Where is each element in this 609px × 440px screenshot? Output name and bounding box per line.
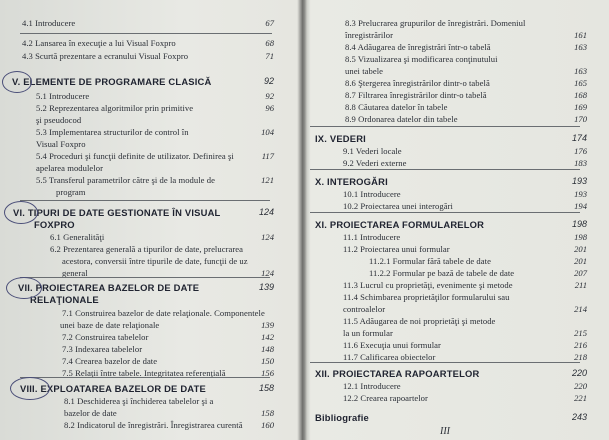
toc-page-number: 176 (574, 146, 587, 156)
toc-entry: 8.7 Filtrarea înregistrărilor dintr-o tabelă (345, 90, 487, 100)
toc-page-number: 198 (574, 232, 587, 242)
toc-page-number: 104 (261, 127, 274, 137)
toc-entry: 11.4 Schimbarea proprietăţilor formularului sau (343, 292, 510, 302)
toc-page-number: 194 (574, 201, 587, 211)
toc-entry: unei tabele (345, 66, 384, 76)
toc-page-number: 92 (263, 76, 274, 86)
underline (20, 277, 270, 278)
toc-entry: 12.2 Crearea rapoartelor (343, 393, 428, 403)
toc-entry: 7.4 Crearea bazelor de date (62, 356, 158, 366)
toc-entry: 4.2 Lansarea în execuţie a lui Visual Foxpro (22, 38, 176, 48)
chapter-circle (2, 71, 32, 93)
toc-page-number: 158 (261, 408, 274, 418)
left-page (0, 0, 301, 440)
toc-page-number: 148 (261, 344, 274, 354)
toc-page-number: 124 (258, 207, 274, 217)
toc-entry: 11.7 Calificarea obiectelor (343, 352, 436, 362)
toc-page-number: 216 (574, 340, 587, 350)
toc-page-number: 124 (261, 232, 274, 242)
toc-entry: 10.1 Introducere (343, 189, 401, 199)
toc-entry: 9.1 Vederi locale (343, 146, 402, 156)
toc-entry: unei baze de date relaţionale (60, 320, 160, 330)
toc-entry: 4.3 Scurtă prezentare a ecranului Visual Foxpro (22, 51, 189, 61)
toc-entry: 8.9 Ordonarea datelor din tabele (345, 114, 458, 124)
toc-page-number: 139 (258, 282, 274, 292)
toc-entry: 8.6 Ştergerea înregistrărilor dintr-o tabelă (345, 78, 490, 88)
toc-page-number: 163 (574, 66, 587, 76)
toc-page-number: 124 (261, 268, 274, 278)
page-number: III (440, 426, 450, 437)
toc-entry: 5.2 Reprezentarea algoritmilor prin primitive (36, 103, 194, 113)
toc-entry: 9.2 Vederi externe (343, 158, 407, 168)
toc-entry: bazelor de date (64, 408, 117, 418)
toc-page-number: 220 (571, 368, 587, 378)
toc-entry: 8.8 Căutarea datelor în tabele (345, 102, 448, 112)
toc-entry: 8.1 Deschiderea şi închiderea tabelelor şi a (64, 396, 214, 406)
toc-page-number: 139 (261, 320, 274, 330)
toc-entry: 5.1 Introducere (36, 91, 90, 101)
toc-page-number: 150 (261, 356, 274, 366)
toc-chapter-title: XII. PROIECTAREA RAPOARTELOR (315, 368, 480, 379)
toc-chapter-title: V. ELEMENTE DE PROGRAMARE CLASICĂ (12, 76, 212, 87)
toc-page-number: 161 (574, 30, 587, 40)
toc-page-number: 207 (574, 268, 587, 278)
toc-entry: 11.5 Adăugarea de noi proprietăţi şi metode (343, 316, 496, 326)
toc-entry: 8.5 Vizualizarea şi modificarea conţinutului (345, 54, 498, 64)
toc-page-number: 121 (261, 175, 274, 185)
right-page (303, 0, 609, 440)
toc-page-number: 169 (574, 102, 587, 112)
toc-entry: 5.5 Transferul parametrilor către şi de la module de (36, 175, 215, 185)
toc-page-number: 174 (571, 133, 587, 143)
toc-page-number: 201 (574, 244, 587, 254)
toc-entry: 5.4 Proceduri şi funcţii definite de utilizator. Definirea şi (36, 151, 234, 161)
toc-page-number: 220 (574, 381, 587, 391)
toc-entry: 7.3 Indexarea tabelelor (62, 344, 143, 354)
toc-page-number: 160 (261, 420, 274, 430)
toc-page-number: 156 (261, 368, 274, 378)
chapter-circle (6, 277, 42, 299)
toc-page-number: 198 (571, 219, 587, 229)
toc-chapter-title: Bibliografie (315, 412, 369, 423)
toc-entry: 4.1 Introducere (22, 18, 76, 28)
toc-entry: 7.5 Relaţii între tabele. Integritatea referenţială (62, 368, 226, 378)
toc-entry: 8.3 Prelucrarea grupurilor de înregistrări. Domeniul (345, 18, 526, 28)
toc-entry: controalelor (343, 304, 386, 314)
toc-page-number: 165 (574, 78, 587, 88)
toc-entry: 11.2.1 Formular fără tabele de date (369, 256, 491, 266)
toc-page-number: 211 (574, 280, 587, 290)
toc-page-number: 163 (574, 42, 587, 52)
toc-page-number: 168 (574, 90, 587, 100)
toc-entry: 12.1 Introducere (343, 381, 401, 391)
toc-entry: acestora, conversii între tipurile de date, funcţii de uz (62, 256, 248, 266)
toc-entry: Visual Foxpro (36, 139, 86, 149)
toc-entry: 6.2 Prezentarea generală a tipurilor de date, prelucrarea (50, 244, 243, 254)
underline (310, 362, 580, 363)
toc-page-number: 243 (571, 412, 587, 422)
toc-page-number: 215 (574, 328, 587, 338)
toc-page-number: 193 (574, 189, 587, 199)
toc-chapter-title: VII. PROIECTAREA BAZELOR DE DATE (18, 282, 200, 293)
toc-page-number: 158 (258, 383, 274, 393)
toc-entry: la un formular (343, 328, 393, 338)
toc-chapter-title: X. INTEROGĂRI (315, 176, 388, 187)
toc-chapter-title: IX. VEDERI (315, 133, 366, 144)
toc-page-number: 218 (574, 352, 587, 362)
toc-chapter-title: RELAŢIONALE (30, 294, 99, 305)
toc-entry: 11.1 Introducere (343, 232, 401, 242)
toc-entry: 11.2.2 Formular pe bază de tabele de date (369, 268, 515, 278)
toc-entry: 5.3 Implementarea structurilor de control în (36, 127, 189, 137)
toc-page-number: 68 (265, 38, 274, 48)
toc-page-number: 96 (265, 103, 274, 113)
toc-entry: program (56, 187, 86, 197)
toc-entry: 8.4 Adăugarea de înregistrări într-o tabelă (345, 42, 491, 52)
toc-page-number: 201 (574, 256, 587, 266)
toc-page-number: 142 (261, 332, 274, 342)
toc-entry: 6.1 Generalităţi (50, 232, 105, 242)
toc-chapter-title: FOXPRO (34, 219, 75, 230)
toc-page-number: 71 (265, 51, 274, 61)
toc-entry: 8.2 Indicatorul de înregistrări. Înregistrarea curentă (64, 420, 243, 430)
toc-entry: 11.3 Lucrul cu proprietăţi, evenimente şi metode (343, 280, 513, 290)
toc-page-number: 183 (574, 158, 587, 168)
toc-entry: 10.2 Proiectarea unei interogări (343, 201, 453, 211)
toc-entry: 7.1 Construirea bazelor de date relaţionale. Componentele (62, 308, 265, 318)
underline (20, 377, 270, 378)
underline (310, 212, 580, 213)
toc-chapter-title: VIII. EXPLOATAREA BAZELOR DE DATE (20, 383, 206, 394)
chapter-circle (10, 377, 50, 400)
toc-entry: 7.2 Construirea tabelelor (62, 332, 149, 342)
underline (20, 33, 272, 34)
toc-entry: 11.2 Proiectarea unui formular (343, 244, 450, 254)
underline (20, 200, 270, 201)
toc-entry: 11.6 Execuţia unui formular (343, 340, 441, 350)
toc-page-number: 92 (265, 91, 274, 101)
toc-chapter-title: XI. PROIECTAREA FORMULARELOR (315, 219, 485, 230)
toc-page-number: 214 (574, 304, 587, 314)
toc-chapter-title: VI. TIPURI DE DATE GESTIONATE ÎN VISUAL (13, 207, 221, 218)
book-gutter (297, 0, 307, 440)
toc-page-number: 67 (265, 18, 274, 28)
underline (310, 126, 580, 127)
toc-entry: şi pseudocod (36, 115, 82, 125)
toc-entry: general (62, 268, 88, 278)
chapter-circle (4, 201, 38, 224)
toc-page-number: 170 (574, 114, 587, 124)
toc-page-number: 117 (261, 151, 274, 161)
toc-entry: înregistrărilor (345, 30, 393, 40)
toc-entry: apelarea modulelor (36, 163, 103, 173)
toc-page-number: 193 (571, 176, 587, 186)
toc-page-number: 221 (574, 393, 587, 403)
underline (310, 169, 580, 170)
